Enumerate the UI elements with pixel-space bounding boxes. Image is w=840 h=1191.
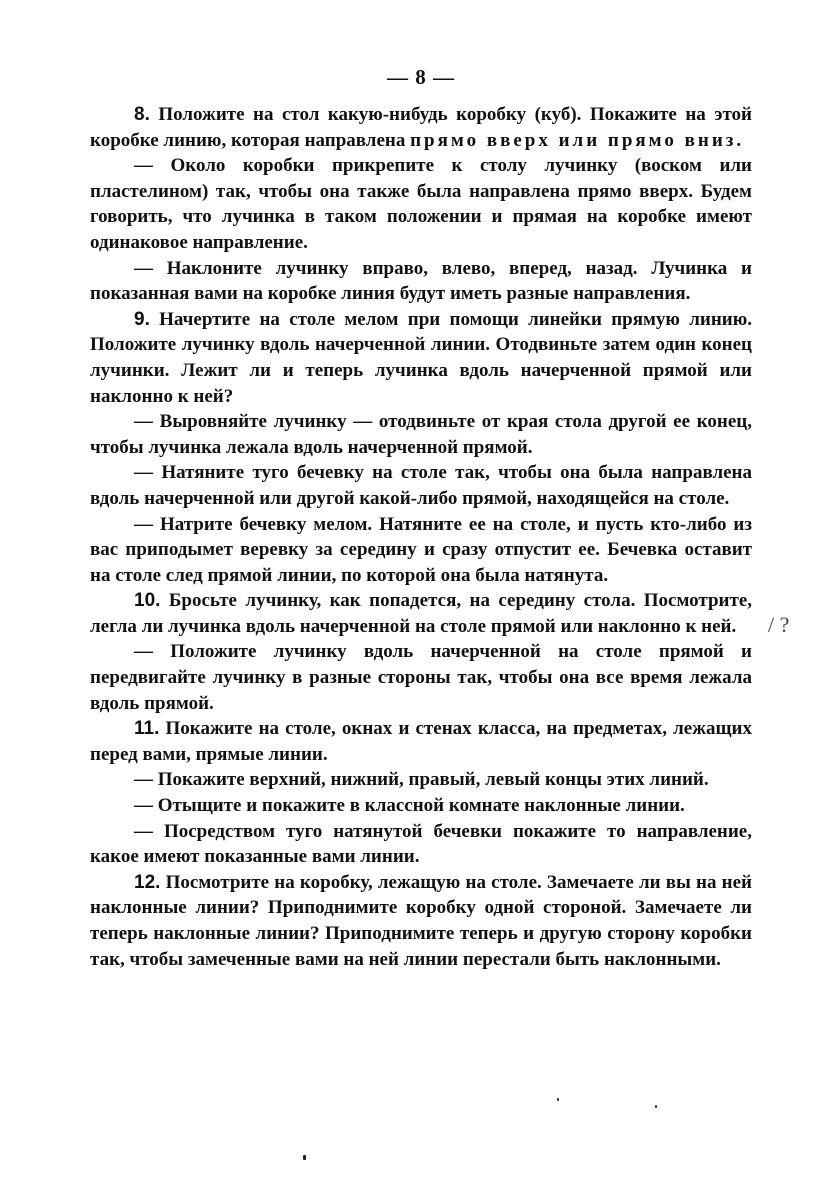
paragraph-10 bbox=[90, 588, 752, 639]
paragraph: — Положите лучинку вдоль начерченной на столе прямой и передвигайте лучинку в разные стороны так, чтобы она все время лежала вдоль прямой. bbox=[90, 641, 752, 714]
exercise-number: 8. bbox=[134, 104, 150, 125]
ink-speck bbox=[655, 1105, 657, 1108]
paragraph-text: Положите на стол какую-нибудь коробку (куб). Покажите на этой коробке линию, которая направлена bbox=[90, 104, 752, 151]
paragraph-11 bbox=[90, 716, 752, 767]
paragraph: — Натрите бечевку мелом. Натяните ее на столе, и пусть кто-либо из вас приподымет веревку за середину и сразу отпустит ее. Бечевка оставит на столе след прямой линии, по которой она была натянута. bbox=[90, 513, 752, 586]
spaced-emphasis: прямо вверх или прямо вниз. bbox=[410, 129, 745, 151]
page bbox=[90, 62, 752, 972]
exercise-number: 10. bbox=[134, 590, 161, 612]
exercise-number: 11. bbox=[134, 718, 160, 740]
exercise-number: 12. bbox=[134, 871, 161, 893]
paragraph-8 bbox=[90, 102, 752, 153]
paragraph: — Отыщите и покажите в классной комнате наклонные линии. bbox=[134, 795, 685, 817]
paragraph-text: Бросьте лучинку, как попадется, на середину стола. Посмотрите, легла ли лучинка вдоль начерченной на столе прямой или наклонно к ней. bbox=[90, 590, 752, 637]
paragraph: — Около коробки прикрепите к столу лучинку (воском или пластелином) так, чтобы она также была направлена прямо вверх. Будем говорить, что лучинка в таком положении и прямая на коробке имеют одинаковое направление. bbox=[90, 155, 752, 253]
paragraph: — Покажите верхний, нижний, правый, левый концы этих линий. bbox=[134, 769, 709, 791]
ink-speck bbox=[303, 1155, 306, 1160]
page-number: — 8 — bbox=[387, 65, 455, 89]
paragraph: — Наклоните лучинку вправо, влево, вперед, назад. Лучинка и показанная вами на коробке линия будут иметь разные направления. bbox=[90, 257, 752, 305]
exercise-number: 9. bbox=[134, 308, 150, 330]
paragraph-9 bbox=[90, 307, 752, 409]
ink-speck bbox=[557, 1098, 559, 1101]
paragraph: — Натяните туго бечевку на столе так, чтобы она была направлена вдоль начерченной или другой какой-либо прямой, находящейся на столе. bbox=[90, 462, 752, 509]
paragraph-text: Начертите на столе мелом при помощи линейки прямую линию. Положите лучинку вдоль начерченной линии. Отодвиньте затем один конец лучинки. Лежит ли и теперь лучинка вдоль начерченной прямой или наклонно к ней? bbox=[90, 308, 753, 407]
paragraph-text: Посмотрите на коробку, лежащую на столе. Замечаете ли вы на ней наклонные линии? Приподнимите коробку одной стороной. Замечаете ли теперь наклонные линии? Приподнимите теперь и другую сторону коробки так, чтобы замеченные вами на ней линии перестали быть наклонными. bbox=[90, 871, 752, 970]
paragraph: — Выровняйте лучинку — отодвиньте от края стола другой ее конец, чтобы лучинка лежала вдоль начерченной прямой. bbox=[90, 411, 752, 458]
paragraph-12 bbox=[90, 870, 752, 972]
paragraph: — Посредством туго натянутой бечевки покажите то направление, какое имеют показанные вами линии. bbox=[90, 820, 752, 868]
margin-annotation: / ? bbox=[768, 612, 790, 637]
paragraph-text: Покажите на столе, окнах и стенах класса, на предметах, лежащих перед вами, прямые линии. bbox=[90, 718, 752, 765]
